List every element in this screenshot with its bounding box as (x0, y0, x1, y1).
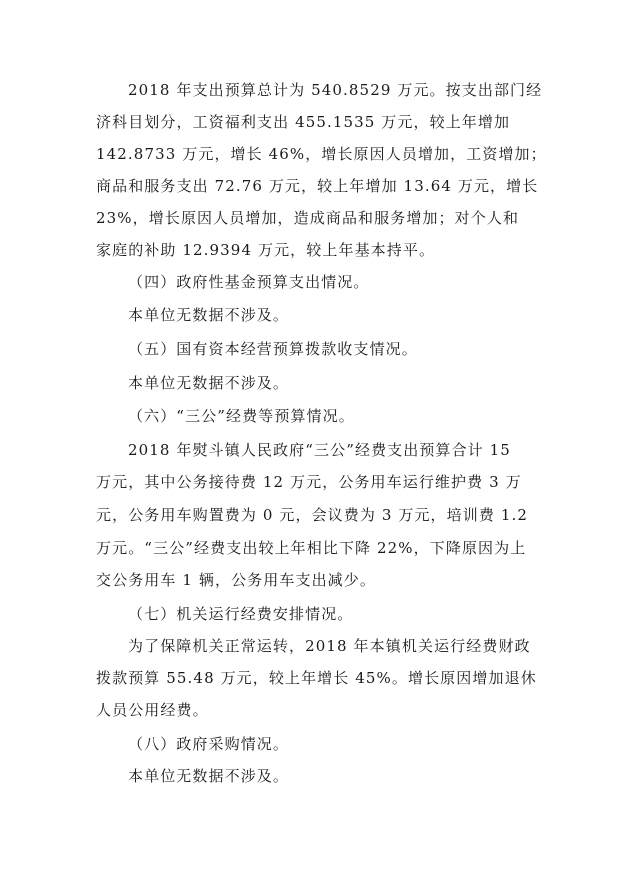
paragraph-line: 济科目划分，工资福利支出 455.1535 万元，较上年增加 (96, 113, 511, 131)
paragraph-line: 元，公务用车购置费为 0 元，会议费为 3 万元，培训费 1.2 (96, 506, 528, 524)
paragraph-line: 交公务用车 1 辆，公务用车支出减少。 (96, 571, 376, 589)
paragraph-line: 本单位无数据不涉及。 (128, 767, 290, 785)
section-heading: （七）机关运行经费安排情况。 (128, 605, 354, 623)
paragraph-line: 万元，其中公务接待费 12 万元，公务用车运行维护费 3 万 (96, 473, 522, 491)
paragraph-line: 本单位无数据不涉及。 (128, 306, 290, 324)
section-heading: （五）国有资本经营预算拨款收支情况。 (128, 340, 418, 358)
section-heading: （六）“三公”经费等预算情况。 (128, 407, 355, 425)
paragraph-line: 商品和服务支出 72.76 万元，较上年增加 13.64 万元，增长 (96, 177, 539, 195)
paragraph-line: 本单位无数据不涉及。 (128, 374, 290, 392)
paragraph-line: 2018 年熨斗镇人民政府“三公”经费支出预算合计 15 (128, 441, 511, 459)
paragraph-line: 人员公用经费。 (96, 701, 209, 719)
section-heading: （四）政府性基金预算支出情况。 (128, 273, 370, 291)
paragraph-line: 万元。“三公”经费支出较上年相比下降 22%，下降原因为上 (96, 539, 527, 557)
section-heading: （八）政府采购情况。 (128, 735, 290, 753)
paragraph-line: 2018 年支出预算总计为 540.8529 万元。按支出部门经 (128, 81, 543, 99)
paragraph-line: 23%，增长原因人员增加，造成商品和服务增加；对个人和 (96, 209, 520, 227)
paragraph-line: 为了保障机关正常运转，2018 年本镇机关运行经费财政 (128, 637, 531, 655)
paragraph-line: 家庭的补助 12.9394 万元，较上年基本持平。 (96, 241, 436, 259)
paragraph-line: 拨款预算 55.48 万元，较上年增长 45%。增长原因增加退休 (96, 669, 537, 687)
paragraph-line: 142.8733 万元，增长 46%，增长原因人员增加，工资增加； (96, 145, 547, 163)
